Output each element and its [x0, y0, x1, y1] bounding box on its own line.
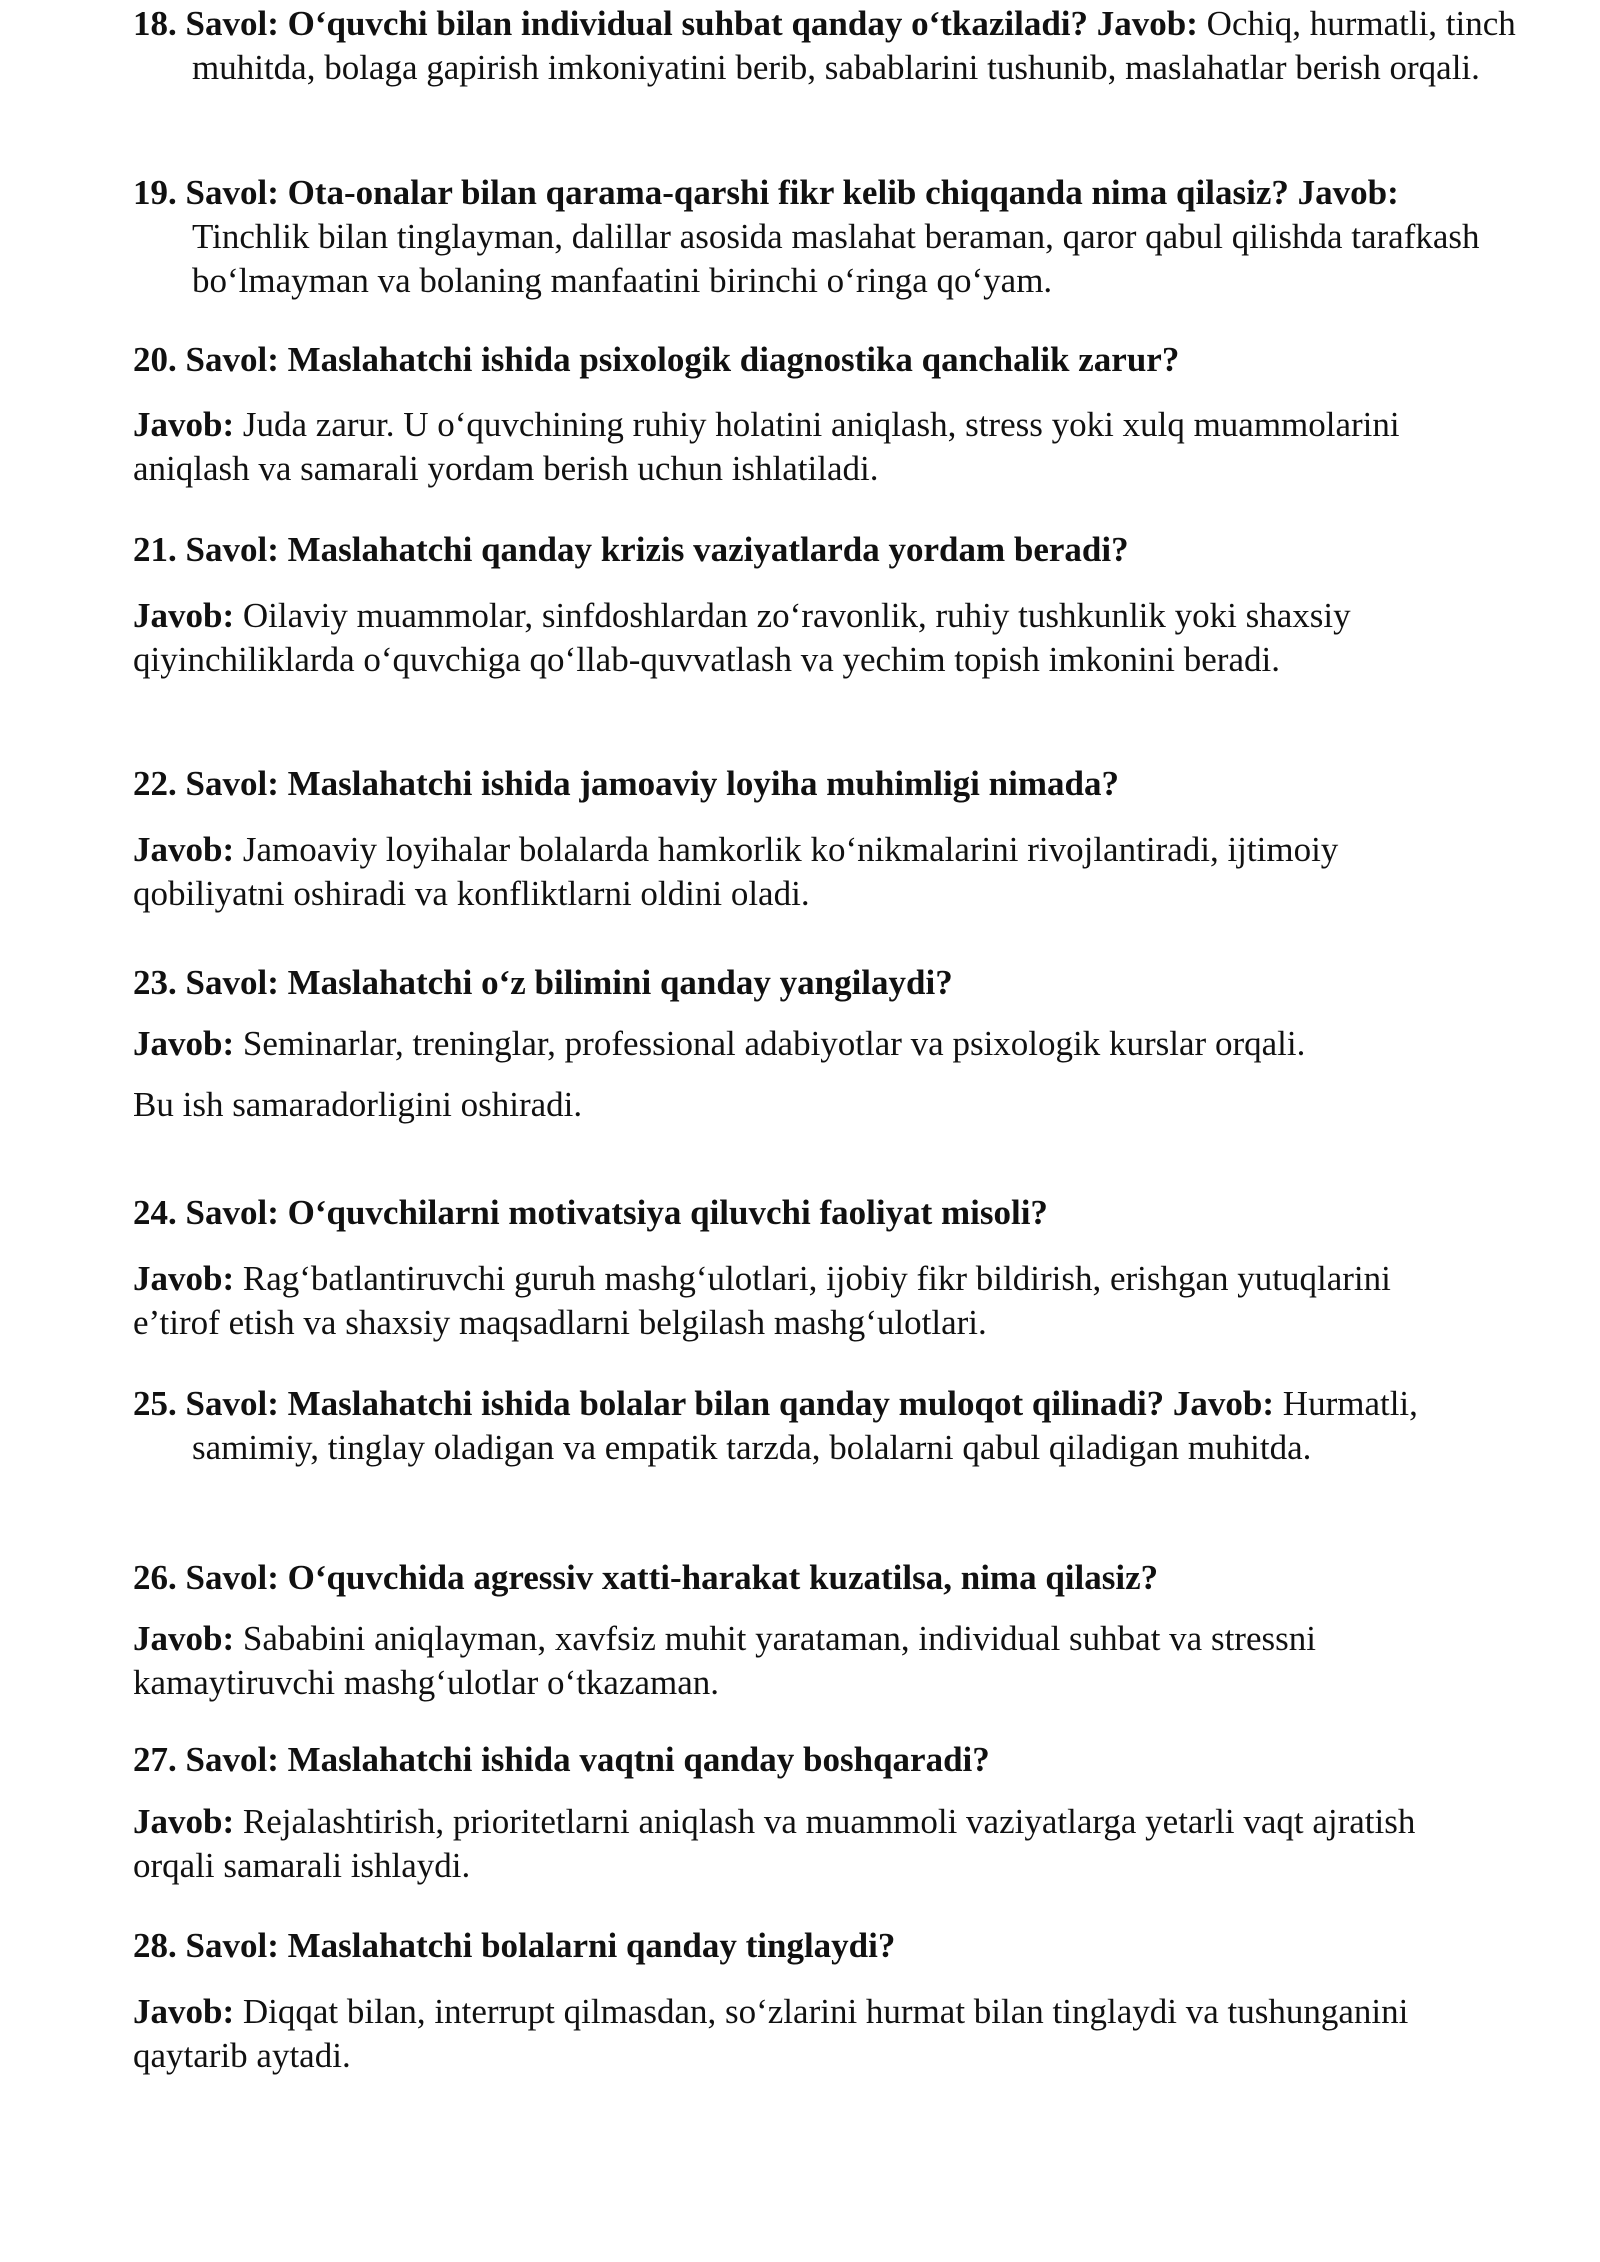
qa-item-20 — [133, 338, 1463, 382]
answer-23-extra: Bu ish samaradorligini oshiradi. — [133, 1085, 583, 1124]
answer-label-24: Javob: — [133, 1259, 235, 1298]
qa-item-25 — [133, 1382, 1522, 1470]
answer-25: Hurmatli, samimiy, tinglay oladigan va empatik tarzda, bolalarni qabul qiladigan muhitda. — [192, 1384, 1418, 1467]
question-25: 25. Savol: Maslahatchi ishida bolalar bilan qanday muloqot qilinadi? — [133, 1384, 1165, 1423]
answer-26: Sababini aniqlayman, xavfsiz muhit yarataman, individual suhbat va stressni kamaytiruvchi mashg‘ulotlar o‘tkazaman. — [133, 1619, 1316, 1702]
answer-block-23 — [133, 1022, 1463, 1066]
answer-28: Diqqat bilan, interrupt qilmasdan, so‘zlarini hurmat bilan tinglaydi va tushunganini qaytarib aytadi. — [133, 1992, 1409, 2075]
answer-label-27: Javob: — [133, 1802, 235, 1841]
answer-block-27 — [133, 1800, 1463, 1888]
answer-23: Seminarlar, treninglar, professional adabiyotlar va psixologik kurslar orqali. — [242, 1024, 1306, 1063]
question-22: 22. Savol: Maslahatchi ishida jamoaviy loyiha muhimligi nimada? — [133, 764, 1119, 803]
answer-block-28 — [133, 1990, 1463, 2078]
question-18: 18. Savol: O‘quvchi bilan individual suhbat qanday o‘tkaziladi? — [133, 4, 1089, 43]
qa-item-24 — [133, 1191, 1463, 1235]
answer-extra-23 — [133, 1083, 1463, 1127]
answer-block-26 — [133, 1617, 1463, 1705]
qa-item-28 — [133, 1924, 1463, 1968]
question-27: 27. Savol: Maslahatchi ishida vaqtni qanday boshqaradi? — [133, 1740, 990, 1779]
answer-block-20 — [133, 403, 1463, 491]
answer-block-22 — [133, 828, 1463, 916]
answer-24: Rag‘batlantiruvchi guruh mashg‘ulotlari, ijobiy fikr bildirish, erishgan yutuqlarini e’tirof etish va shaxsiy maqsadlarni belgilash mashg‘ulotlari. — [133, 1259, 1391, 1342]
answer-label-26: Javob: — [133, 1619, 235, 1658]
qa-item-18 — [133, 2, 1522, 90]
question-28: 28. Savol: Maslahatchi bolalarni qanday tinglaydi? — [133, 1926, 896, 1965]
qa-item-23 — [133, 961, 1463, 1005]
question-26: 26. Savol: O‘quvchida agressiv xatti-harakat kuzatilsa, nima qilasiz? — [133, 1558, 1159, 1597]
answer-block-24 — [133, 1257, 1463, 1345]
answer-label-19: Javob: — [1297, 173, 1399, 212]
answer-label-25: Javob: — [1172, 1384, 1275, 1423]
qa-item-19 — [133, 171, 1522, 303]
answer-27: Rejalashtirish, prioritetlarni aniqlash va muammoli vaziyatlarga yetarli vaqt ajratish orqali samarali ishlaydi. — [133, 1802, 1416, 1885]
answer-18: Ochiq, hurmatli, tinch muhitda, bolaga gapirish imkoniyatini berib, sabablarini tushunib, maslahatlar berish orqali. — [192, 4, 1516, 87]
qa-item-27 — [133, 1738, 1463, 1782]
answer-20: Juda zarur. U o‘quvchining ruhiy holatini aniqlash, stress yoki xulq muammolarini aniqlash va samarali yordam berish uchun ishlatiladi. — [133, 405, 1400, 488]
question-23: 23. Savol: Maslahatchi o‘z bilimini qanday yangilaydi? — [133, 963, 953, 1002]
question-19: 19. Savol: Ota-onalar bilan qarama-qarshi fikr kelib chiqqanda nima qilasiz? — [133, 173, 1289, 212]
answer-22: Jamoaviy loyihalar bolalarda hamkorlik ko‘nikmalarini rivojlantiradi, ijtimoiy qobiliyatni oshiradi va konfliktlarni oldini oladi. — [133, 830, 1339, 913]
qa-item-26 — [133, 1556, 1463, 1600]
question-20: 20. Savol: Maslahatchi ishida psixologik diagnostika qanchalik zarur? — [133, 340, 1180, 379]
answer-label-21: Javob: — [133, 596, 235, 635]
question-24: 24. Savol: O‘quvchilarni motivatsiya qiluvchi faoliyat misoli? — [133, 1193, 1048, 1232]
answer-block-21 — [133, 594, 1463, 682]
answer-label-23: Javob: — [133, 1024, 235, 1063]
answer-19: Tinchlik bilan tinglayman, dalillar asosida maslahat beraman, qaror qabul qilishda tarafkash bo‘lmayman va bolaning manfaatini birinchi o‘ringa qo‘yam. — [192, 217, 1480, 300]
answer-label-28: Javob: — [133, 1992, 235, 2031]
answer-label-18: Javob: — [1096, 4, 1198, 43]
qa-item-22 — [133, 762, 1463, 806]
answer-label-22: Javob: — [133, 830, 235, 869]
question-21: 21. Savol: Maslahatchi qanday krizis vaziyatlarda yordam beradi? — [133, 530, 1129, 569]
qa-item-21 — [133, 528, 1463, 572]
answer-label-20: Javob: — [133, 405, 235, 444]
answer-21: Oilaviy muammolar, sinfdoshlardan zo‘ravonlik, ruhiy tushkunlik yoki shaxsiy qiyinchiliklarda o‘quvchiga qo‘llab-quvvatlash va yechim topish imkonini beradi. — [133, 596, 1351, 679]
